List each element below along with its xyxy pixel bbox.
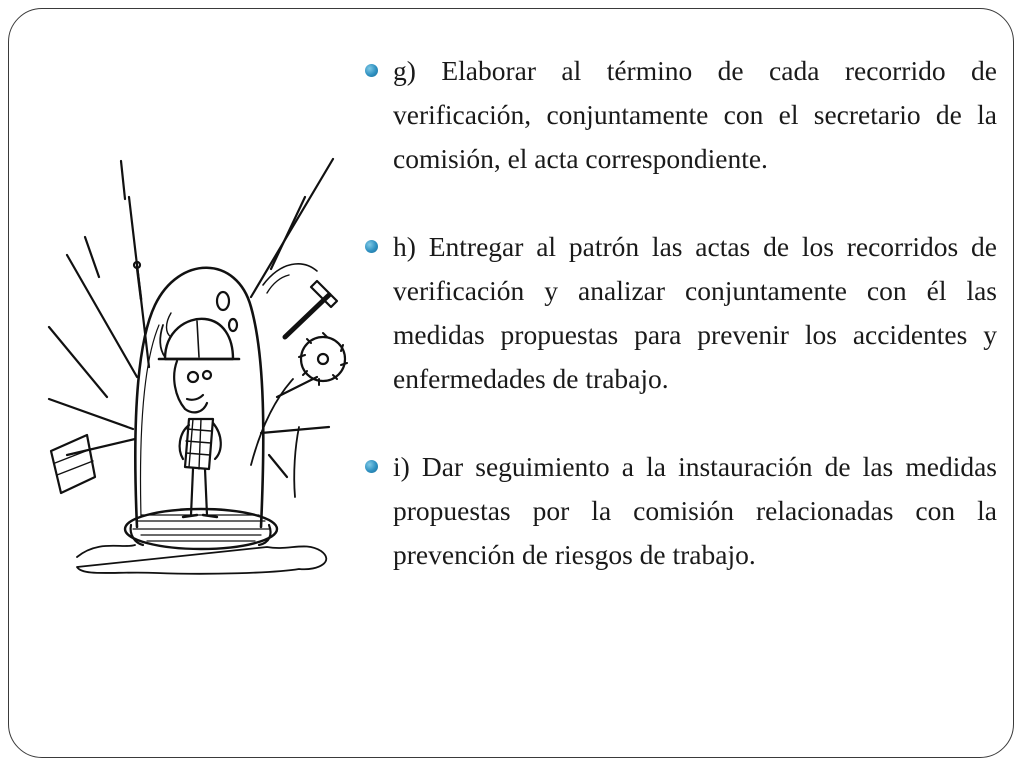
worker-under-glass-dome-icon: [37, 137, 359, 597]
bullet-item-g: [365, 49, 997, 181]
bullet-text: g) Elaborar al término de cada recorrido de verificación, conjuntamente con el secretario de la comisión, el acta correspondiente.: [393, 55, 997, 174]
bullet-dot-icon: [365, 64, 378, 77]
bullet-item-h: [365, 225, 997, 401]
bullet-dot-icon: [365, 240, 378, 253]
bullet-dot-icon: [365, 460, 378, 473]
bullet-text: h) Entregar al patrón las actas de los recorridos de verificación y analizar conjuntamente con él las medidas propuestas para prevenir los accidentes y enfermedades de trabajo.: [393, 231, 997, 394]
bullet-list: [365, 49, 997, 577]
slide-frame: [8, 8, 1014, 758]
bullet-item-i: [365, 445, 997, 577]
bullet-text: i) Dar seguimiento a la instauración de las medidas propuestas por la comisión relacionadas con la prevención de riesgos de trabajo.: [393, 451, 997, 570]
